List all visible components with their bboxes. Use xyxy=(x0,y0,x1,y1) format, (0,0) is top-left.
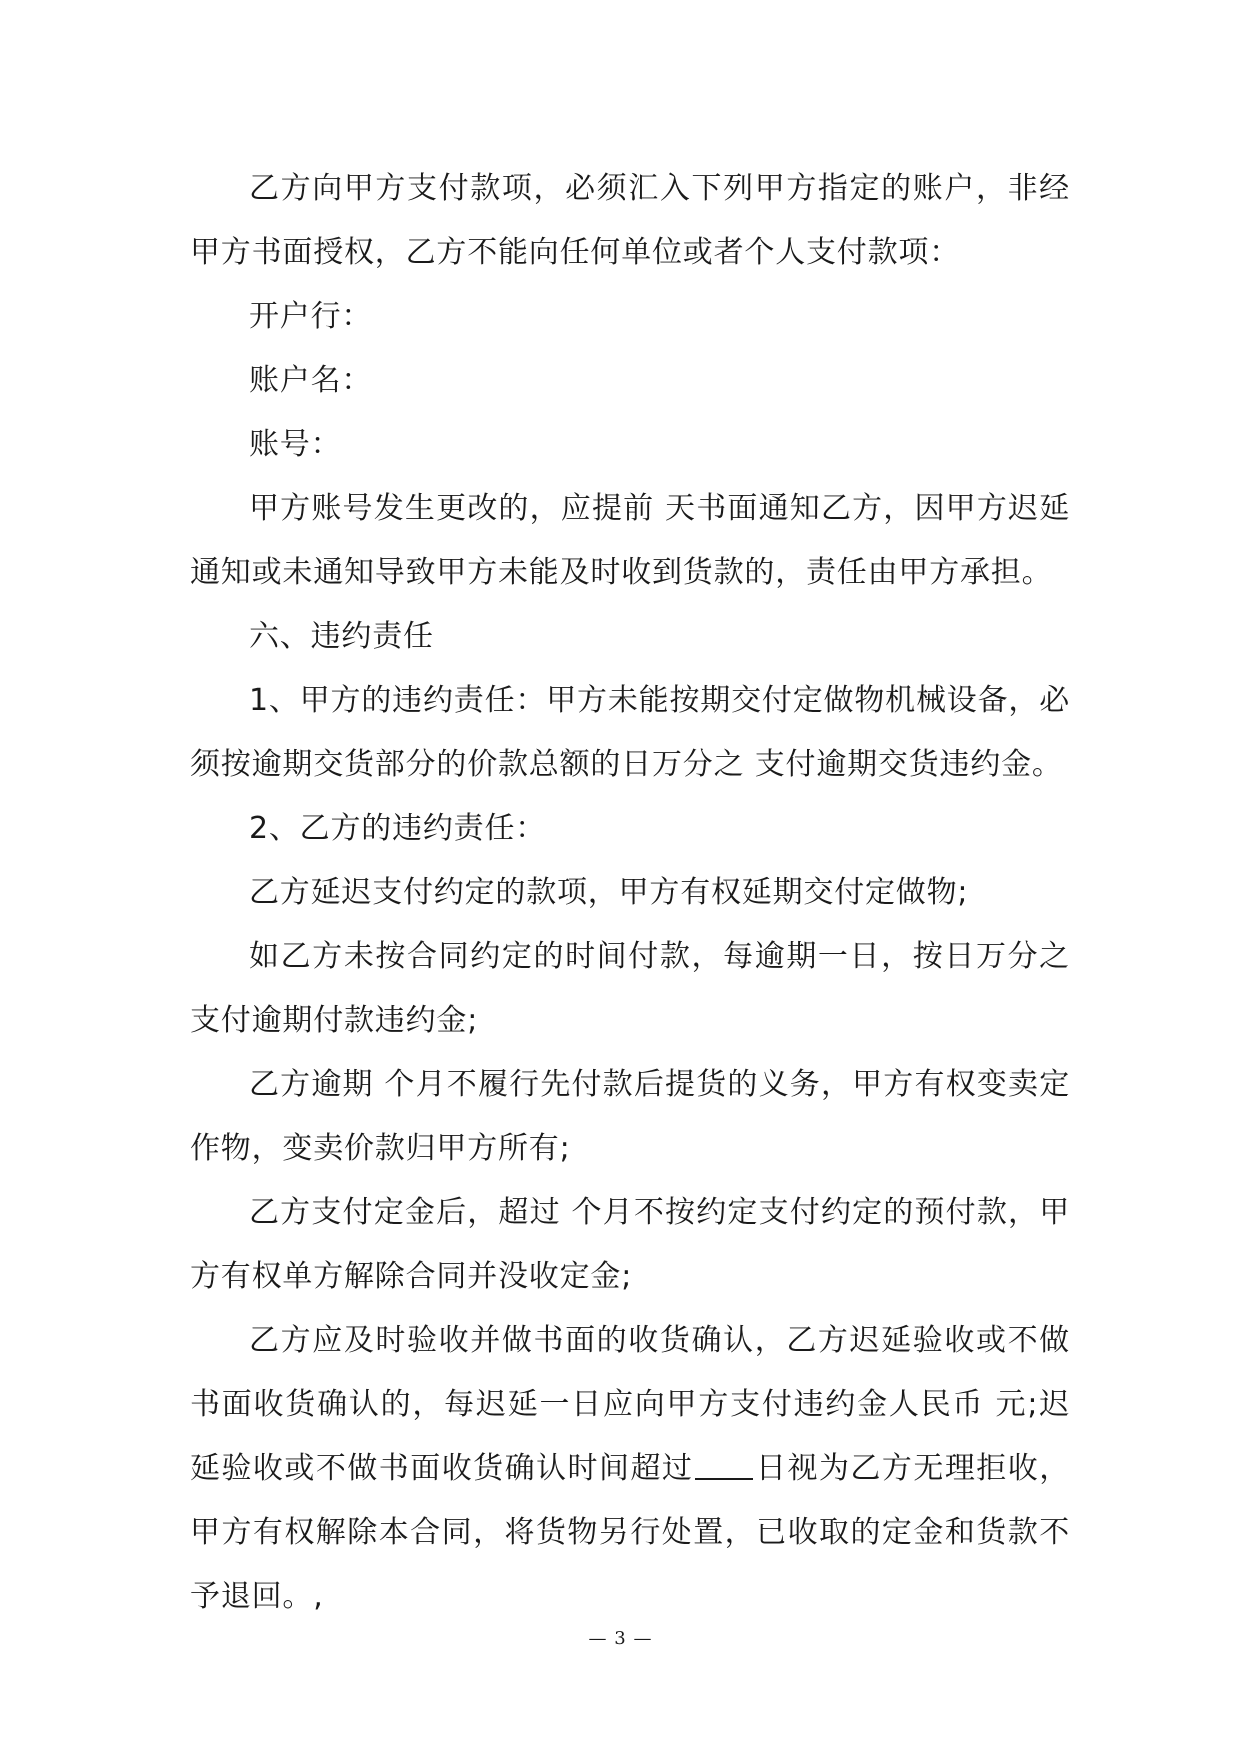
paragraph-account-number: 账号： xyxy=(249,427,342,462)
fill-in-blank xyxy=(695,1452,753,1480)
paragraph-party-b-breach: 2、乙方的违约责任： xyxy=(249,811,547,846)
document-body xyxy=(190,157,1081,1629)
paragraph-acceptance xyxy=(190,1309,1070,1629)
section-heading-breach: 六、违约责任 xyxy=(249,619,434,654)
paragraph-bank: 开户行： xyxy=(249,299,373,334)
paragraph-overdue-pickup: 乙方逾期 个月不履行先付款后提货的义务，甲方有权变卖定作物，变卖价款归甲方所有; xyxy=(190,1067,1070,1166)
acceptance-text-before: 乙方应及时验收并做书面的收货确认，乙方迟延验收或不做书面收货确认的，每迟延一日应向甲方支付违约金人民币 元;迟延验收或不做书面收货确认时间超过 xyxy=(190,1323,1070,1486)
paragraph-account-name: 账户名： xyxy=(249,363,373,398)
paragraph-deposit: 乙方支付定金后，超过 个月不按约定支付约定的预付款，甲方有权单方解除合同并没收定金; xyxy=(190,1195,1070,1294)
paragraph-delay-payment: 乙方延迟支付约定的款项，甲方有权延期交付定做物; xyxy=(249,875,969,910)
paragraph-payment-account: 乙方向甲方支付款项，必须汇入下列甲方指定的账户，非经甲方书面授权，乙方不能向任何单位或者个人支付款项： xyxy=(190,171,1070,270)
paragraph-account-change: 甲方账号发生更改的，应提前 天书面通知乙方，因甲方迟延通知或未通知导致甲方未能及时收到货款的，责任由甲方承担。 xyxy=(190,491,1070,590)
acceptance-text-after: 日视为乙方无理拒收，甲方有权解除本合同，将货物另行处置，已收取的定金和货款不予退回。, xyxy=(190,1451,1071,1614)
paragraph-late-payment-penalty: 如乙方未按合同约定的时间付款，每逾期一日，按日万分之 支付逾期付款违约金; xyxy=(190,939,1081,1038)
paragraph-party-a-breach: 1、甲方的违约责任：甲方未能按期交付定做物机械设备，必须按逾期交货部分的价款总额的日万分之 支付逾期交货违约金。 xyxy=(190,683,1070,782)
page-number: — 3 — xyxy=(588,1628,653,1649)
